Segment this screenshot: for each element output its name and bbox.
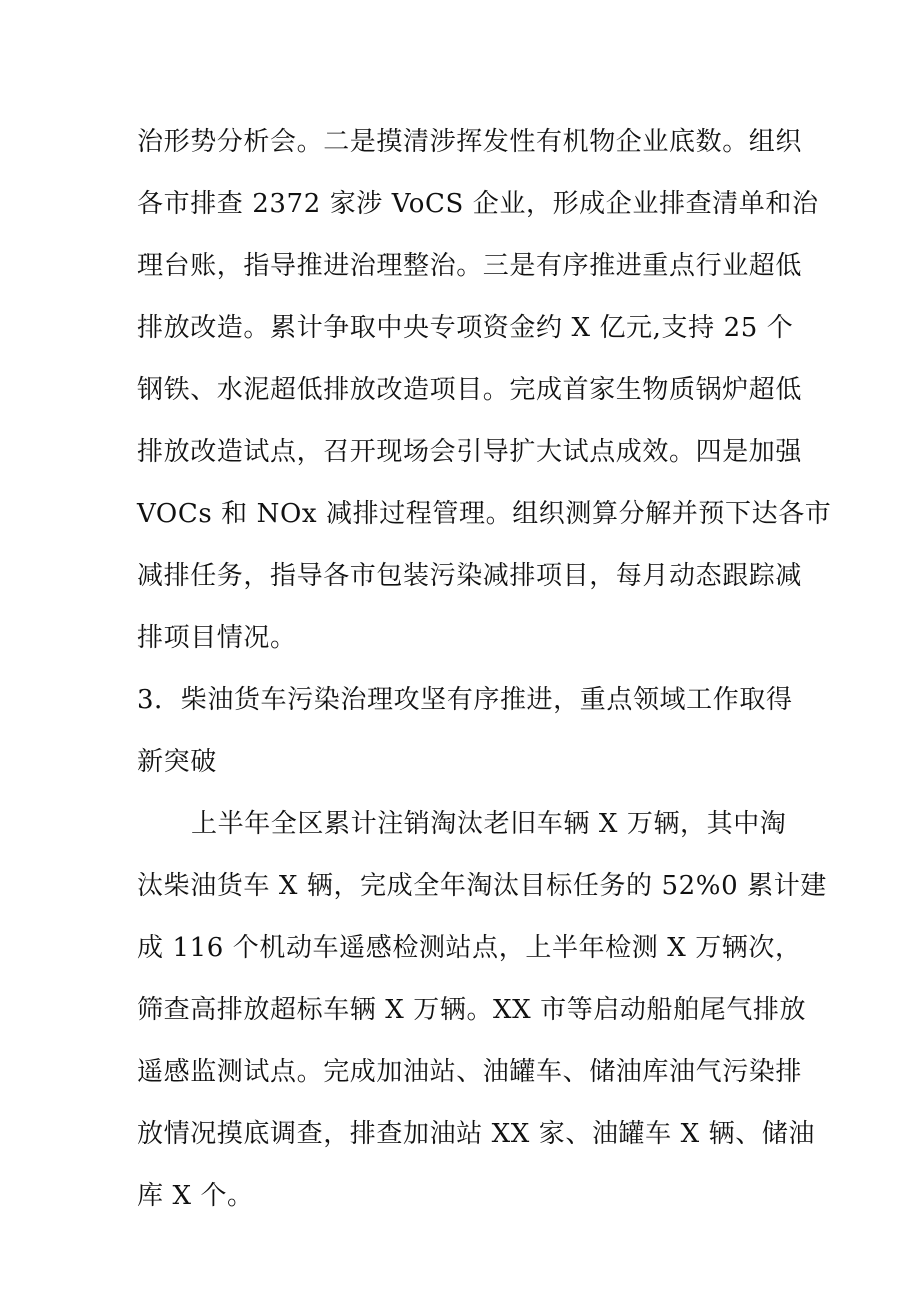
paragraph-line: 排放改造。累计争取中央专项资金约 X 亿元,支持 25 个 xyxy=(137,313,794,343)
paragraph-line: 成 116 个机动车遥感检测站点，上半年检测 X 万辆次， xyxy=(137,933,802,963)
paragraph-line: 上半年全区累计注销淘汰老旧车辆 X 万辆，其中淘 xyxy=(191,809,787,839)
paragraph-line: 放情况摸底调查，排查加油站 XX 家、油罐车 X 辆、储油 xyxy=(137,1119,815,1149)
paragraph-line: 筛查高排放超标车辆 X 万辆。XX 市等启动船舶尾气排放 xyxy=(137,995,807,1025)
paragraph-line: 减排任务，指导各市包装污染减排项目，每月动态跟踪减 xyxy=(137,561,803,591)
paragraph-line: 钢铁、水泥超低排放改造项目。完成首家生物质锅炉超低 xyxy=(137,375,803,405)
paragraph-line: 治形势分析会。二是摸清涉挥发性有机物企业底数。组织 xyxy=(137,127,803,157)
section-heading: 3．柴油货车污染治理攻坚有序推进，重点领域工作取得 xyxy=(137,685,793,715)
paragraph-line: 排项目情况。 xyxy=(137,623,297,653)
section-heading: 新突破 xyxy=(137,747,217,777)
paragraph-line: 理台账，指导推进治理整治。三是有序推进重点行业超低 xyxy=(137,251,803,281)
paragraph-line: 各市排查 2372 家涉 VoCS 企业，形成企业排查清单和治 xyxy=(137,189,819,219)
paragraph-line: 库 X 个。 xyxy=(137,1181,254,1211)
paragraph-line: 遥感监测试点。完成加油站、油罐车、储油库油气污染排 xyxy=(137,1057,803,1087)
paragraph-line: 汰柴油货车 X 辆，完成全年淘汰目标任务的 52%0 累计建 xyxy=(137,871,827,901)
paragraph-line: 排放改造试点，召开现场会引导扩大试点成效。四是加强 xyxy=(137,437,803,467)
paragraph-line: VOCs 和 NOx 减排过程管理。组织测算分解并预下达各市 xyxy=(137,499,832,529)
